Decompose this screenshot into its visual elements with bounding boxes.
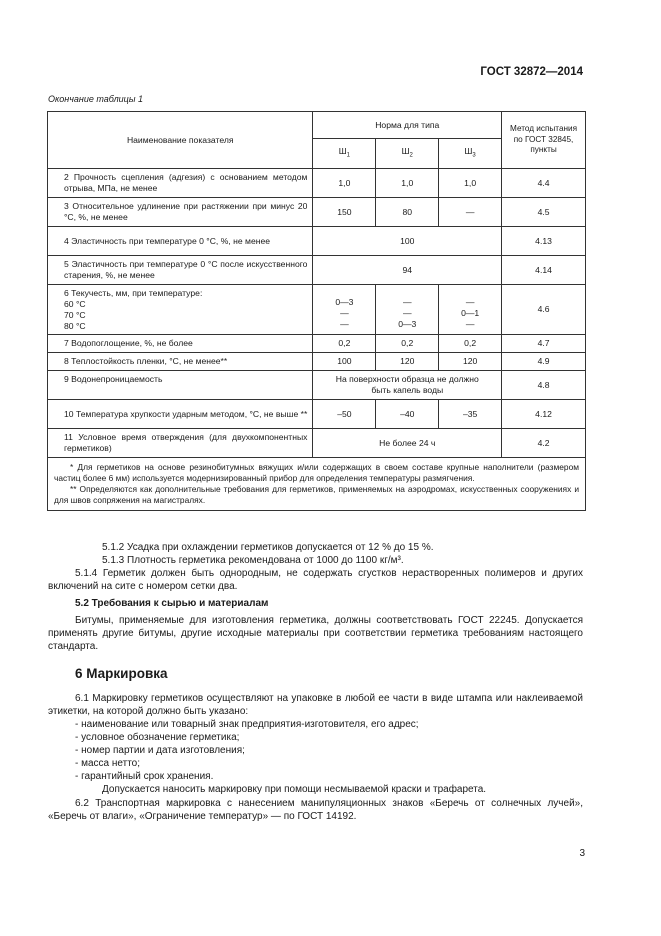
cell-method: 4.12 bbox=[502, 400, 586, 429]
row-sub: 70 °С bbox=[64, 309, 86, 320]
row-name bbox=[48, 285, 313, 335]
list-item: - наименование или товарный знак предприятия-изготовителя, его адрес; bbox=[75, 719, 419, 730]
type-sh1: $Ш_1$ bbox=[313, 139, 376, 169]
marking-list bbox=[75, 718, 585, 783]
cell-line: 0—1 bbox=[461, 308, 480, 318]
table-row bbox=[48, 371, 586, 400]
table-row bbox=[48, 285, 586, 335]
cell-value: –50 bbox=[313, 400, 376, 429]
table-notes bbox=[48, 458, 586, 511]
cell-method: 4.8 bbox=[502, 371, 586, 400]
table-row bbox=[48, 353, 586, 371]
paragraph-5-2: Битумы, применяемые для изготовления герметика, должны соответствовать ГОСТ 22245. Допускается применять другие битумы, другие исходные материалы при соответствии герметика требованиям настоящего стандарта. bbox=[48, 615, 583, 652]
row-name: 10 Температура хрупкости ударным методом, °С, не выше ** bbox=[48, 400, 313, 429]
cell-method: 4.5 bbox=[502, 198, 586, 227]
paragraph-5-1-2: 5.1.2 Усадка при охлаждении герметиков допускается от 12 % до 15 %. bbox=[102, 542, 434, 553]
cell-value: 0,2 bbox=[376, 335, 439, 353]
cell-value: 120 bbox=[376, 353, 439, 371]
row-name: 3 Относительное удлинение при растяжении при минус 20 °С, %, не менее bbox=[48, 198, 313, 227]
table-caption: Окончание таблицы 1 bbox=[48, 94, 143, 104]
cell-value: 0,2 bbox=[439, 335, 502, 353]
cell-line: — bbox=[340, 319, 349, 329]
note-2: ** Определяются как дополнительные требования для герметиков, применяемых на аэродромах, искусственных сооружениях и для швов сопряжения на магистралях. bbox=[54, 484, 579, 505]
table-row bbox=[48, 169, 586, 198]
table-header-row bbox=[48, 112, 586, 139]
cell-value: 1,0 bbox=[376, 169, 439, 198]
row-name: 2 Прочность сцепления (адгезия) с основанием методом отрыва, МПа, не менее bbox=[48, 169, 313, 198]
cell-method: 4.13 bbox=[502, 227, 586, 256]
list-item: - условное обозначение герметика; bbox=[75, 732, 240, 743]
cell-value: 100 bbox=[313, 227, 502, 256]
list-item: - масса нетто; bbox=[75, 758, 141, 769]
cell-value: Не более 24 ч bbox=[313, 429, 502, 458]
table-row bbox=[48, 429, 586, 458]
cell-line: — bbox=[340, 308, 349, 318]
cell-value: На поверхности образца не должно быть капель воды bbox=[313, 371, 502, 400]
cell-line: — bbox=[465, 319, 475, 329]
type-sh3: $Ш_3$ bbox=[439, 139, 502, 169]
table-row bbox=[48, 335, 586, 353]
cell-value: 80 bbox=[376, 198, 439, 227]
cell-value bbox=[313, 285, 376, 335]
cell-value: 100 bbox=[313, 353, 376, 371]
cell-line: 0—3 bbox=[335, 297, 354, 307]
cell-method: 4.2 bbox=[502, 429, 586, 458]
header-method: Метод испытания по ГОСТ 32845, пункты bbox=[502, 112, 586, 169]
row-sub: 80 °С bbox=[64, 320, 86, 331]
table-row bbox=[48, 198, 586, 227]
header-name: Наименование показателя bbox=[48, 112, 313, 169]
row-name: 7 Водопоглощение, %, не более bbox=[48, 335, 313, 353]
cell-value: 0,2 bbox=[313, 335, 376, 353]
cell-method: 4.14 bbox=[502, 256, 586, 285]
row-sub: 60 °С bbox=[64, 298, 86, 309]
cell-value: 120 bbox=[439, 353, 502, 371]
list-item: - гарантийный срок хранения. bbox=[75, 771, 214, 782]
header-norm: Норма для типа bbox=[313, 112, 502, 139]
row-name: 8 Теплостойкость пленки, °С, не менее** bbox=[48, 353, 313, 371]
section-5-2-heading: 5.2 Требования к сырью и материалам bbox=[75, 598, 269, 609]
row-name: 9 Водонепроницаемость bbox=[48, 371, 313, 400]
section-6-heading: 6 Маркировка bbox=[75, 666, 168, 681]
paragraph-6-1: 6.1 Маркировку герметиков осуществляют на упаковке в любой ее части в виде штампа или наклеиваемой этикетки, на которой должно быть указано: bbox=[48, 693, 583, 717]
cell-value: 1,0 bbox=[313, 169, 376, 198]
cell-line: — bbox=[465, 297, 475, 307]
paragraph-6-1-b: Допускается наносить маркировку при помощи несмываемой краски и трафарета. bbox=[102, 784, 487, 795]
paragraph-6-2: 6.2 Транспортная маркировка с нанесением манипуляционных знаков «Беречь от солнечных лучей», «Беречь от влаги», «Ограничение температур» — по ГОСТ 14192. bbox=[48, 798, 583, 822]
cell-value: –35 bbox=[439, 400, 502, 429]
paragraph-5-1-3: 5.1.3 Плотность герметика рекомендована от 1000 до 1100 кг/м³. bbox=[102, 555, 404, 566]
cell-value: –40 bbox=[376, 400, 439, 429]
cell-value: 1,0 bbox=[439, 169, 502, 198]
cell-value bbox=[439, 285, 502, 335]
cell-line: — bbox=[402, 308, 412, 318]
cell-method: 4.4 bbox=[502, 169, 586, 198]
table-row bbox=[48, 227, 586, 256]
cell-method: 4.7 bbox=[502, 335, 586, 353]
page-number: 3 bbox=[579, 848, 585, 859]
table-row bbox=[48, 256, 586, 285]
cell-method: 4.9 bbox=[502, 353, 586, 371]
cell-value: — bbox=[439, 198, 502, 227]
type-sh2: $Ш_2$ bbox=[376, 139, 439, 169]
table-row bbox=[48, 400, 586, 429]
table-notes-row bbox=[48, 458, 586, 511]
cell-value: 94 bbox=[313, 256, 502, 285]
cell-line: 0—3 bbox=[398, 319, 417, 329]
cell-method: 4.6 bbox=[502, 285, 586, 335]
list-item: - номер партии и дата изготовления; bbox=[75, 745, 245, 756]
note-1: * Для герметиков на основе резинобитумных вяжущих и/или содержащих в своем составе крупные наполнители (размером частиц более 6 мм) используется модернизированный прибор для определения температуры размягчения. bbox=[54, 462, 579, 483]
cell-value: 150 bbox=[313, 198, 376, 227]
cell-line: — bbox=[402, 297, 412, 307]
requirements-table bbox=[47, 111, 586, 511]
row-name-text: 6 Текучесть, мм, при температуре: bbox=[64, 287, 203, 298]
row-name: 4 Эластичность при температуре 0 °С, %, не менее bbox=[48, 227, 313, 256]
cell-value bbox=[376, 285, 439, 335]
document-header: ГОСТ 32872—2014 bbox=[480, 66, 583, 78]
row-name: 11 Условное время отверждения (для двухкомпонентных герметиков) bbox=[48, 429, 313, 458]
row-name: 5 Эластичность при температуре 0 °С после искусственного старения, %, не менее bbox=[48, 256, 313, 285]
paragraph-5-1-4: 5.1.4 Герметик должен быть однородным, не содержать сгустков нерастворенных полимеров и других включений на сите с номером сетки два. bbox=[48, 568, 583, 592]
